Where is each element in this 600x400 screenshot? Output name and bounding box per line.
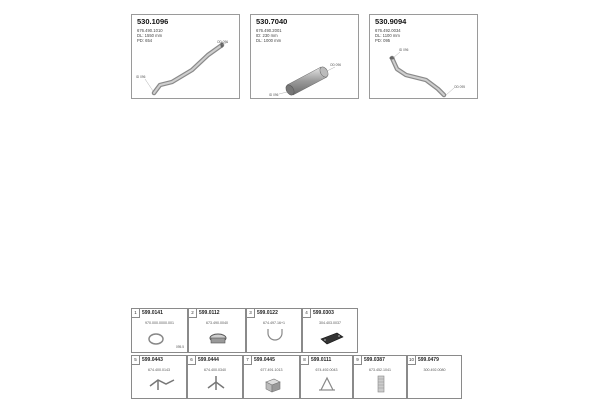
- flex-pipe-icon: [354, 356, 408, 400]
- part-spec-line: DL: 1100 mm: [375, 33, 400, 38]
- part-code: 530.7040: [256, 17, 288, 26]
- accessory-code: 599.0445: [254, 357, 275, 363]
- exhaust-pipe-drawing: [370, 15, 479, 100]
- od-callout: OD 096: [330, 63, 341, 67]
- bracket-icon: [132, 356, 188, 400]
- muffler-drawing: [251, 15, 360, 100]
- part-card-3[interactable]: [369, 14, 478, 99]
- part-spec-line: 676.490.1010: [137, 28, 163, 33]
- accessory-number: 5: [132, 356, 140, 365]
- accessory-number: 6: [188, 356, 196, 365]
- part-spec-line: DL: 1000 mm: [256, 38, 282, 43]
- part-code: 530.9094: [375, 17, 407, 26]
- accessory-number: 8: [301, 356, 309, 365]
- accessory-ref: 674.492.0043: [315, 368, 338, 372]
- accessory-number: 4: [303, 309, 311, 318]
- part-spec-line: 676.492.0034: [375, 28, 401, 33]
- accessory-code: 599.0479: [418, 357, 439, 363]
- accessory-card-8[interactable]: [300, 355, 353, 399]
- accessory-ref: 674.400.0340: [204, 368, 226, 372]
- accessory-number: 3: [247, 309, 255, 318]
- accessory-card-9[interactable]: [353, 355, 407, 399]
- id-callout: ID 096: [269, 93, 279, 97]
- part-spec-line: PD: 654: [137, 38, 153, 43]
- rubber-mount-icon: [303, 309, 359, 354]
- accessory-card-2[interactable]: [188, 308, 246, 353]
- accessory-card-6[interactable]: [187, 355, 243, 399]
- id-callout: ID 096: [399, 48, 409, 52]
- hanger-icon: [301, 356, 354, 400]
- accessory-code: 599.0387: [364, 357, 385, 363]
- accessory-code: 599.0141: [142, 310, 163, 316]
- accessory-code: 599.0112: [199, 310, 220, 316]
- od-callout: OD 096: [217, 40, 228, 44]
- accessory-ref: 304.403.0037: [319, 321, 341, 325]
- accessory-card-7[interactable]: [243, 355, 300, 399]
- accessory-number: 9: [354, 356, 362, 365]
- accessory-code: 599.0444: [198, 357, 219, 363]
- clamp-icon: [189, 309, 247, 354]
- u-bolt-clamp-icon: [247, 309, 303, 354]
- accessory-ref: 673.452.1041: [369, 368, 391, 372]
- accessory-card-3[interactable]: [246, 308, 302, 353]
- accessory-card-1[interactable]: [131, 308, 188, 353]
- part-spec-line: DL: 1550 mm: [137, 33, 163, 38]
- accessory-code: 599.0122: [257, 310, 278, 316]
- accessory-card-4[interactable]: [302, 308, 358, 353]
- accessory-code: 599.0303: [313, 310, 334, 316]
- accessory-ref: 300.492.0080: [423, 368, 446, 372]
- od-callout: OD 095: [454, 85, 465, 89]
- part-spec-line: 676.490.2001: [256, 28, 282, 33]
- accessory-ref: 970.000.0000.001: [145, 321, 174, 325]
- part-spec-line: ID: 230 mm: [256, 33, 278, 38]
- accessory-ref: 673.490.0040: [206, 321, 228, 325]
- id-callout: ID 096: [136, 75, 146, 79]
- accessory-number: 7: [244, 356, 252, 365]
- bracket-icon: [188, 356, 244, 400]
- accessory-card-5[interactable]: [131, 355, 187, 399]
- accessory-number: 2: [189, 309, 197, 318]
- accessory-code: 599.0111: [311, 357, 332, 363]
- part-card-2[interactable]: [250, 14, 359, 99]
- exhaust-pipe-drawing: [132, 15, 241, 100]
- accessory-code: 599.0443: [142, 357, 163, 363]
- accessory-card-10[interactable]: [407, 355, 462, 399]
- part-card-1[interactable]: [131, 14, 240, 99]
- accessory-ref: 674.400.0143: [148, 368, 170, 372]
- accessory-ref: 677.491.1013: [260, 368, 283, 372]
- part-spec-line: PD: 095: [375, 38, 391, 43]
- accessory-number: 1: [132, 309, 140, 318]
- accessory-size: 095.5: [176, 345, 184, 349]
- accessory-ref: 674.497.16+1: [262, 321, 286, 325]
- part-code: 530.1096: [137, 17, 169, 26]
- accessory-number: 10: [408, 356, 416, 365]
- mounting-block-icon: [244, 356, 301, 400]
